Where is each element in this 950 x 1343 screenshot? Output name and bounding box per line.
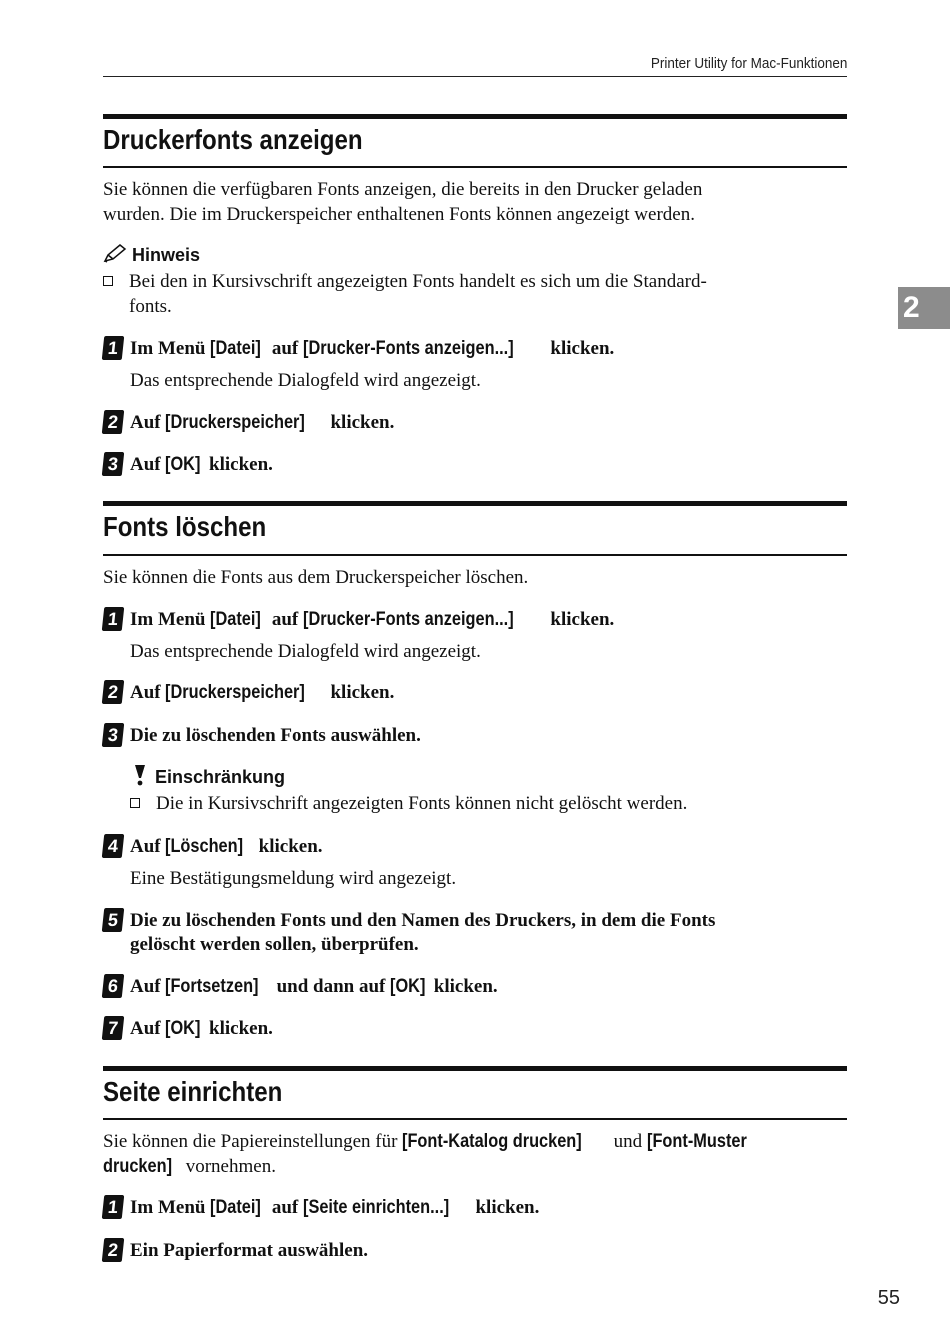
menu-label: [Font-Katalog drucken]: [402, 1131, 582, 1152]
step-result: Das entsprechende Dialogfeld wird angezeigt.: [130, 641, 481, 662]
section2-intro: Sie können die Fonts aus dem Druckerspeicher löschen.: [103, 567, 529, 588]
step-number-icon: 3: [102, 452, 125, 476]
section-rule-bottom: [103, 554, 847, 556]
exclamation-icon: [130, 764, 150, 786]
menu-label: [Druckerspeicher]: [165, 412, 306, 433]
step-number-icon: 4: [102, 834, 125, 858]
section-title-druckerfonts: Druckerfonts anzeigen: [103, 124, 363, 155]
step-number-icon: 7: [102, 1016, 125, 1040]
menu-label: [Fortsetzen]: [165, 976, 259, 997]
menu-label: [Datei]: [210, 1197, 262, 1218]
step-item: 2 Ein Papierformat auswählen.: [103, 1239, 847, 1263]
section-title-fonts-loeschen: Fonts löschen: [103, 511, 267, 542]
step-item: 2 Auf [Druckerspeicher] klicken.: [103, 411, 847, 435]
step-item: 4 Auf [Löschen] klicken.: [103, 835, 847, 859]
restriction-title: Einschränkung: [155, 767, 286, 787]
menu-label: [Drucker-Fonts anzeigen...]: [303, 338, 514, 359]
step-item: 1 Im Menü [Datei] auf [Drucker-Fonts anzeigen...] klicken.: [103, 337, 847, 361]
intro-line: Sie können die verfügbaren Fonts anzeigen, die bereits in den Drucker geladen: [103, 179, 703, 200]
menu-label: [OK]: [390, 976, 426, 997]
step-number-icon: 3: [102, 723, 125, 747]
checkbox-bullet-icon: [130, 798, 140, 808]
restriction-item: Die in Kursivschrift angezeigten Fonts können nicht gelöscht werden.: [130, 792, 847, 817]
section-title-seite-einrichten: Seite einrichten: [103, 1076, 283, 1107]
step-item: 2 Auf [Druckerspeicher] klicken.: [103, 681, 847, 705]
step-item: 1 Im Menü [Datei] auf [Drucker-Fonts anzeigen...] klicken.: [103, 608, 847, 632]
step-item: 3 Auf [OK] klicken.: [103, 453, 847, 477]
step-number-icon: 1: [102, 336, 125, 360]
section1-intro: [103, 178, 847, 227]
step-number-icon: 6: [102, 974, 125, 998]
step-item: 3 Die zu löschenden Fonts auswählen.: [103, 724, 847, 748]
menu-label: [Datei]: [210, 609, 262, 630]
pencil-icon: [103, 244, 127, 264]
section-rule-bottom: [103, 1118, 847, 1120]
step-item: 5 Die zu löschenden Fonts und den Namen des Druckers, in dem die Fonts gelöscht werden sollen, überprüfen.: [103, 909, 847, 957]
header-rule: [103, 76, 847, 77]
menu-label: drucken]: [103, 1155, 173, 1177]
checkbox-bullet-icon: [103, 276, 113, 286]
menu-label: [Datei]: [210, 338, 262, 359]
note-item: [103, 270, 847, 319]
menu-label: [Font-Muster: [646, 1131, 747, 1152]
step-number-icon: 5: [102, 908, 125, 932]
note-heading: [103, 244, 200, 266]
step-number-icon: 1: [102, 607, 125, 631]
page-number: 55: [877, 1287, 900, 1309]
step-number-icon: 1: [102, 1195, 125, 1219]
step-item: 1 Im Menü [Datei] auf [Seite einrichten...] klicken.: [103, 1196, 847, 1220]
menu-label: [OK]: [165, 454, 201, 475]
section-rule-top: [103, 114, 847, 119]
intro-line: wurden. Die im Druckerspeicher enthaltenen Fonts können angezeigt werden.: [103, 203, 695, 225]
step-number-icon: 2: [102, 410, 125, 434]
step-result: Das entsprechende Dialogfeld wird angezeigt.: [130, 370, 481, 391]
section-rule-top: [103, 1066, 847, 1071]
menu-label: [OK]: [165, 1018, 201, 1039]
step-result: Eine Bestätigungsmeldung wird angezeigt.: [130, 868, 457, 889]
section-rule-bottom: [103, 166, 847, 168]
note-line: fonts.: [129, 295, 172, 317]
note-title: Hinweis: [132, 245, 201, 265]
step-item: 6 Auf [Fortsetzen] und dann auf [OK] klicken.: [103, 975, 847, 999]
restriction-heading: [130, 764, 285, 788]
menu-label: [Löschen]: [165, 836, 244, 857]
running-header: Printer Utility for Mac-Funktionen: [650, 55, 847, 72]
menu-label: [Drucker-Fonts anzeigen...]: [303, 609, 514, 630]
section3-intro: Sie können die Papiereinstellungen für [Font-Katalog drucken] und [Font-Muster drucken] vornehmen.: [103, 1130, 847, 1179]
step-item: 7 Auf [OK] klicken.: [103, 1017, 847, 1041]
step-number-icon: 2: [102, 680, 125, 704]
step-number-icon: 2: [102, 1238, 125, 1262]
menu-label: [Druckerspeicher]: [165, 682, 306, 703]
chapter-tab: 2: [898, 287, 950, 329]
section-rule-top: [103, 501, 847, 506]
note-line: Bei den in Kursivschrift angezeigten Fonts handelt es sich um die Standard-: [129, 271, 707, 292]
menu-label: [Seite einrichten...]: [303, 1197, 450, 1218]
